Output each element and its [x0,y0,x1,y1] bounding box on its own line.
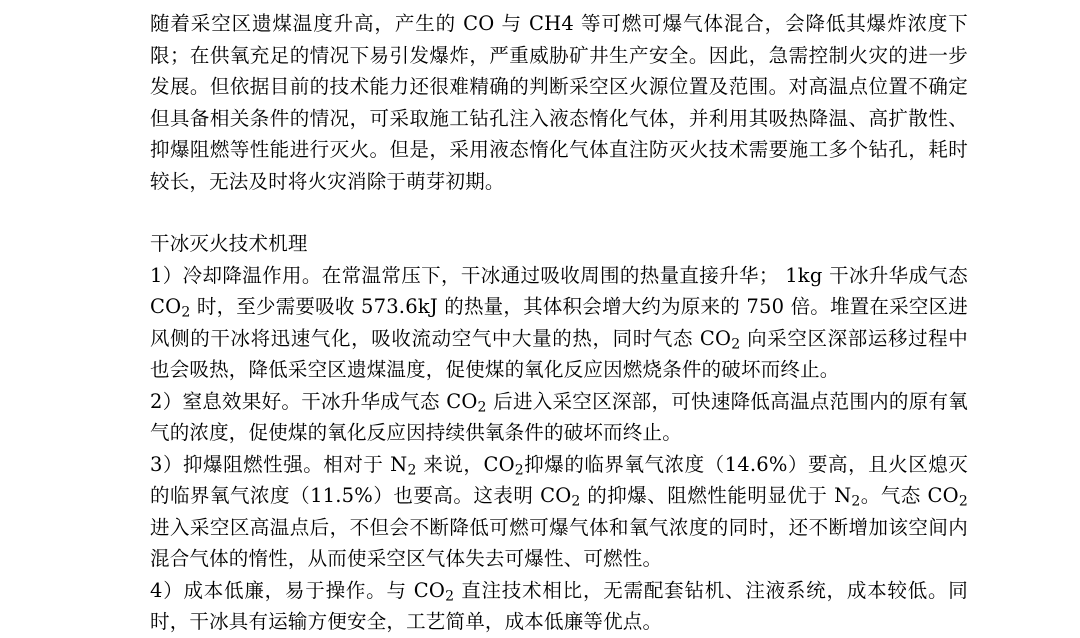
paragraph-spacer [150,197,968,228]
paragraph: 1）冷却降温作用。在常温常压下，干冰通过吸收周围的热量直接升华； 1kg 干冰升华成气态 $CO_2$ 时，至少需要吸收 573.6kJ 的热量，其体积会增大约为原来的 750 倍。堆置在采空区进风侧的干冰将迅速气化，吸收流动空气中大量的热，同时气态 $CO_2$ 向采空区深部运移过程中也会吸热，降低采空区遗煤温度，促使煤的氧化反应因燃烧条件的破坏而终止。 [150,263,968,381]
paragraph: 3）抑爆阻燃性强。相对于 $N_2$ 来说，$CO_2$抑爆的临界氧气浓度（14.6%）要高，且火区熄灭的临界氧气浓度（11.5%）也要高。这表明 $CO_2$ 的抑爆、阻燃性能明显优于 $N_2$。气态 $CO_2$ 进入采空区高温点后，不但会不断降低可燃可爆气体和氧气浓度的同时，还不断增加该空间内混合气体的惰性，从而使采空区气体失去可爆性、可燃性。 [150,452,969,570]
paragraph: 随着采空区遗煤温度升高，产生的 CO 与 CH4 等可燃可爆气体混合，会降低其爆炸浓度下限；在供氧充足的情况下易引发爆炸，严重威胁矿井生产安全。因此，急需控制火灾的进一步发展。但依据目前的技术能力还很难精确的判断采空区火源位置及范围。对高温点位置不确定但具备相关条件的情况，可采取施工钻孔注入液态惰化气体，并利用其吸热降温、高扩散性、抑爆阻燃等性能进行灭火。但是，采用液态惰化气体直注防灭火技术需要施工多个钻孔，耗时较长，无法及时将火灾消除于萌芽初期。 [150,12,968,193]
paragraph: 干冰灭火技术机理 [150,232,308,255]
paragraph: 4）成本低廉，易于操作。与 $CO_2$ 直注技术相比，无需配套钻机、注液系统，成本较低。同时，干冰具有运输方便安全，工艺简单，成本低廉等优点。 [150,578,968,633]
paragraph: 2）窒息效果好。干冰升华成气态 $CO_2$ 后进入采空区深部，可快速降低高温点范围内的原有氧气的浓度，促使煤的氧化反应因持续供氧条件的破坏而终止。 [150,389,968,444]
document-text-column [150,8,968,638]
